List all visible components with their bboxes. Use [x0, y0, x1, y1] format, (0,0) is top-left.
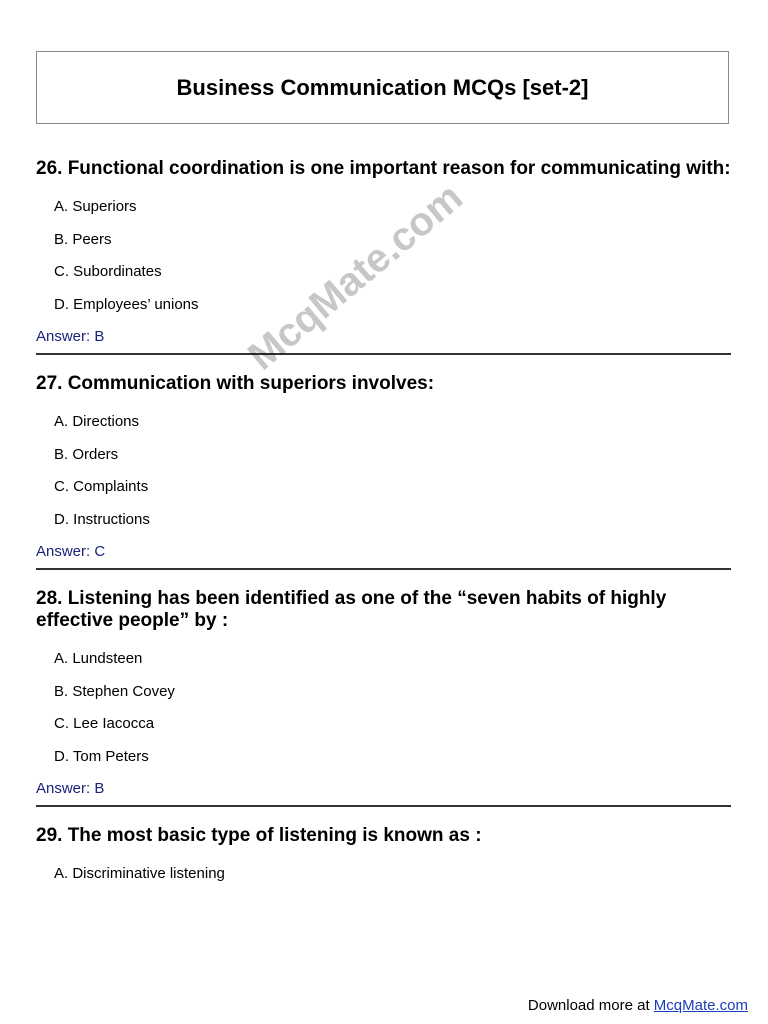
- option-d: D. Tom Peters: [54, 747, 149, 765]
- option-a: A. Directions: [54, 413, 140, 430]
- question-26: [36, 158, 731, 355]
- option-c: C. Lee Iacocca: [54, 715, 155, 732]
- question-27: [36, 373, 731, 570]
- option-d: D. Employees’ unions: [54, 295, 199, 313]
- question-text: 27. Communication with superiors involves:: [36, 373, 435, 394]
- option-c: C. Complaints: [54, 478, 149, 495]
- option-d: D. Instructions: [54, 510, 150, 528]
- question-29: [36, 825, 731, 882]
- footer-link[interactable]: McqMate.com: [653, 997, 748, 1014]
- page-title: Business Communication MCQs [set-2]: [176, 74, 589, 100]
- question-list: [36, 158, 731, 900]
- option-a: A. Discriminative listening: [54, 865, 225, 882]
- option-b: B. Orders: [54, 445, 119, 463]
- question-text: 28. Listening has been identified as one of the “seven habits of highly effective people” by :: [36, 588, 667, 631]
- question-text: 29. The most basic type of listening is known as :: [36, 825, 482, 846]
- option-list: [36, 198, 731, 313]
- answer-text: Answer: C: [36, 543, 106, 560]
- option-list: [36, 865, 731, 882]
- option-b: B. Peers: [54, 230, 112, 248]
- question-text: 26. Functional coordination is one important reason for communicating with:: [36, 158, 731, 179]
- answer-text: Answer: B: [36, 780, 105, 797]
- option-list: [36, 650, 731, 765]
- answer-text: Answer: B: [36, 328, 105, 345]
- option-c: C. Subordinates: [54, 263, 162, 280]
- footer: [528, 997, 748, 1014]
- watermark: McqMate.com: [240, 174, 471, 379]
- footer-prefix: Download more at: [527, 997, 654, 1014]
- title-box: [36, 51, 729, 124]
- option-list: [36, 413, 731, 528]
- option-b: B. Stephen Covey: [54, 682, 175, 700]
- option-a: A. Lundsteen: [54, 650, 143, 667]
- question-28: [36, 588, 731, 807]
- option-a: A. Superiors: [54, 198, 137, 215]
